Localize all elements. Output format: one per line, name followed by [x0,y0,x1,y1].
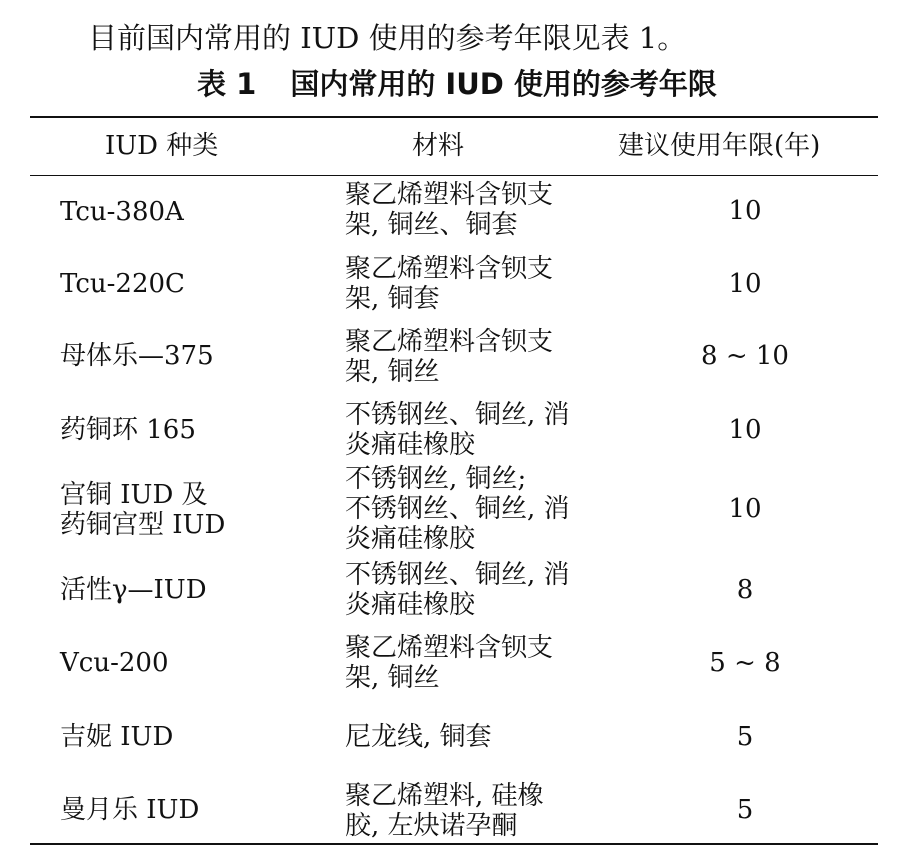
row-2-type [60,269,185,299]
row-6-material-line-1: 不锈钢丝、铜丝, 消 [345,560,570,590]
row-2-material-line-2: 架, 铜套 [345,284,440,314]
row-6-type-line: 活性γ—IUD [60,575,207,605]
row-7-material-line-1: 聚乙烯塑料含钡支 [345,633,554,663]
table-bottom-rule [30,843,878,845]
row-4-material-line-2: 炎痛硅橡胶 [345,430,476,460]
row-7-years: 5 ~ 8 [709,648,781,678]
row-5-material [345,464,600,554]
table-caption-title: 国内常用的 IUD 使用的参考年限 [290,67,717,101]
row-9-type [60,795,199,825]
row-2-material-line-1: 聚乙烯塑料含钡支 [345,254,554,284]
row-8-material-line-1: 尼龙线, 铜套 [345,722,492,752]
row-9-type-line: 曼月乐 IUD [60,795,200,825]
row-3-years: 8 ~ 10 [701,341,789,371]
table-top-rule [30,116,878,118]
row-5-material-line-1: 不锈钢丝, 铜丝; [345,464,527,494]
row-6-material [345,560,600,620]
row-7-material-line-2: 架, 铜丝 [345,663,440,693]
header-material: 材料 [412,131,465,161]
row-3-material-line-1: 聚乙烯塑料含钡支 [345,327,554,357]
row-3-material [345,327,600,387]
row-3-type-line: 母体乐—375 [60,341,214,371]
row-8-years: 5 [736,722,754,752]
row-2-material [345,254,600,314]
row-9-material-line-1: 聚乙烯塑料, 硅橡 [345,781,544,811]
table-caption-number: 表 1 [197,67,257,101]
row-1-material-line-2: 架, 铜丝、铜套 [345,210,518,240]
row-9-material [345,781,600,841]
row-9-material-line-2: 胶, 左炔诺孕酮 [345,811,518,841]
row-2-type-line: Tcu-220C [60,269,185,299]
row-1-material [345,180,600,240]
row-8-material [345,722,600,752]
row-7-type-line: Vcu-200 [60,648,169,678]
row-6-type [60,575,207,605]
row-4-type-line: 药铜环 165 [60,415,196,445]
row-2-years: 10 [728,269,762,299]
row-1-type [60,197,184,227]
intro-text: 目前国内常用的 IUD 使用的参考年限见表 1。 [88,21,687,55]
row-5-type-line-2: 药铜宫型 IUD [60,510,226,540]
row-8-type [60,722,173,752]
row-9-years: 5 [736,795,754,825]
header-years: 建议使用年限(年) [618,131,821,161]
header-iud-type: IUD 种类 [105,131,219,161]
row-5-material-line-2: 不锈钢丝、铜丝, 消 [345,494,570,524]
row-4-years: 10 [728,415,762,445]
row-3-material-line-2: 架, 铜丝 [345,357,440,387]
row-1-material-line-1: 聚乙烯塑料含钡支 [345,180,554,210]
row-5-material-line-3: 炎痛硅橡胶 [345,524,476,554]
row-4-material [345,400,600,460]
row-7-material [345,633,600,693]
row-7-type [60,648,169,678]
row-1-type-line: Tcu-380A [60,197,184,227]
row-5-years: 10 [728,494,762,524]
row-6-years: 8 [736,575,754,605]
row-4-material-line-1: 不锈钢丝、铜丝, 消 [345,400,570,430]
table-caption [0,64,914,104]
row-1-years: 10 [728,196,762,226]
row-5-type [60,480,225,540]
row-5-type-line-1: 宫铜 IUD 及 [60,480,208,510]
row-3-type [60,341,214,371]
row-6-material-line-2: 炎痛硅橡胶 [345,590,476,620]
row-8-type-line: 吉妮 IUD [60,722,174,752]
table-header-rule [30,175,878,176]
row-4-type [60,415,196,445]
